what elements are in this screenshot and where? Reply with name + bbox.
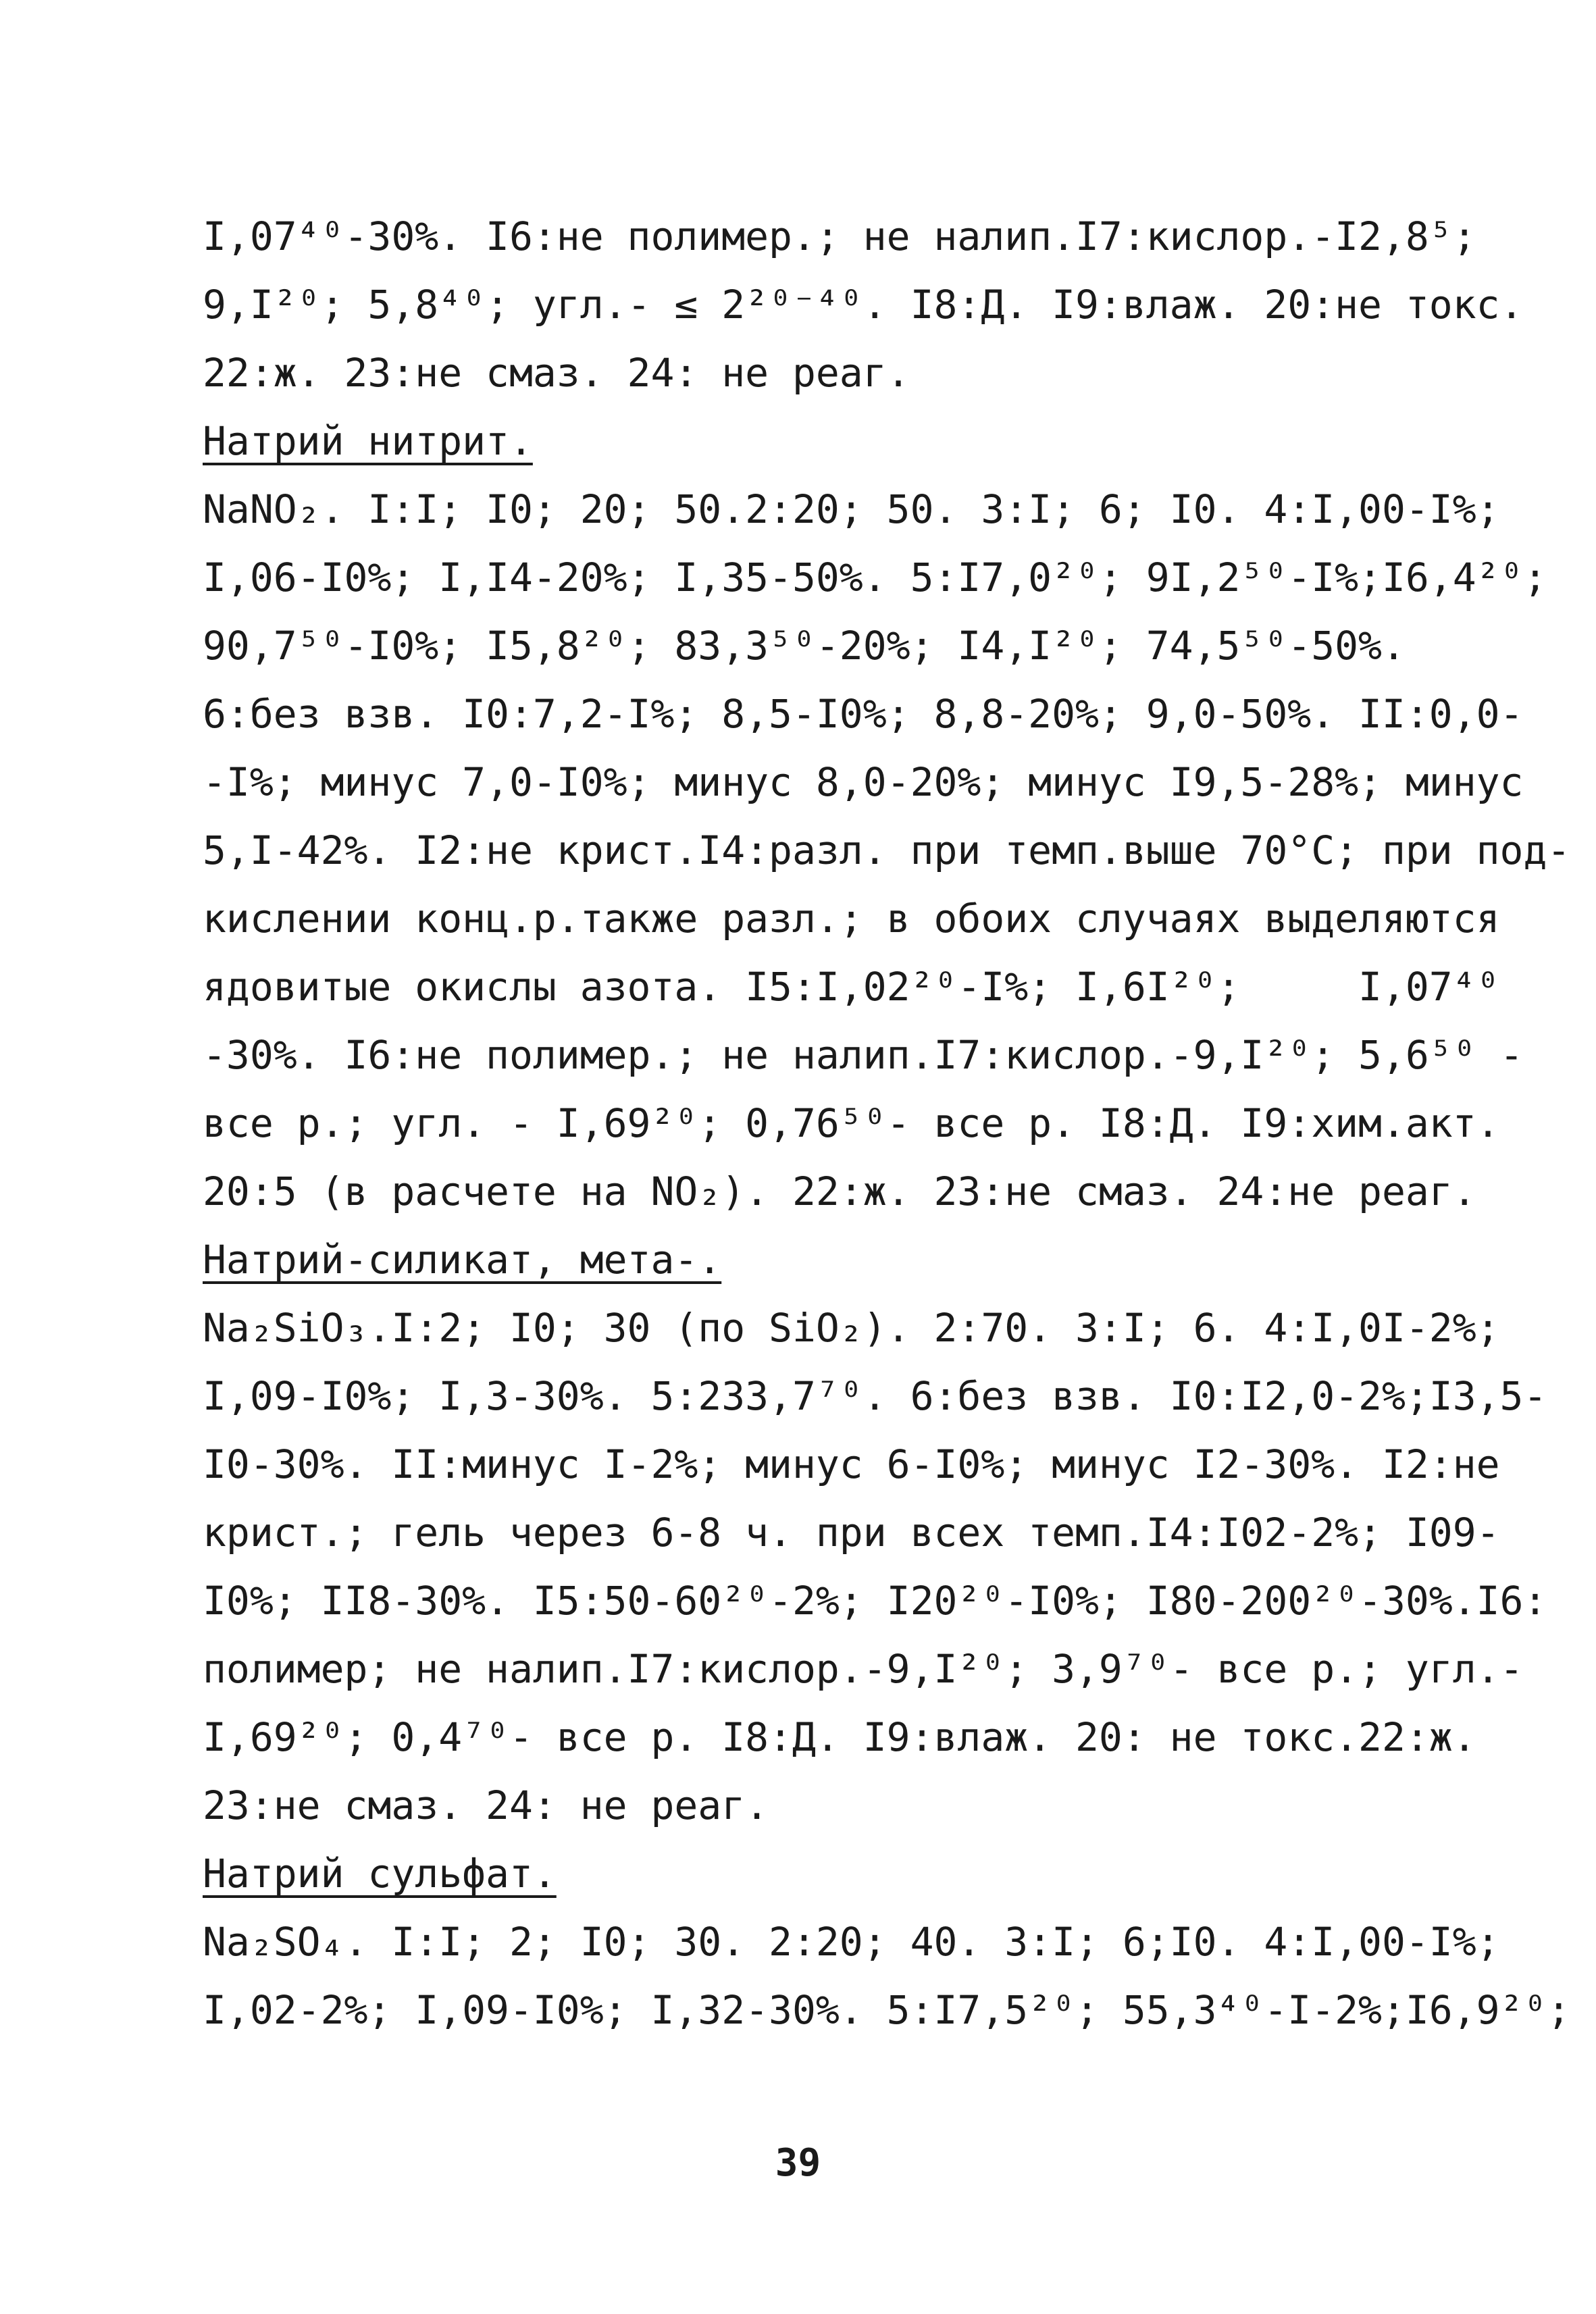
document-body bbox=[203, 203, 1571, 2045]
text-line: 23:не смаз. 24: не реаг. bbox=[203, 1782, 769, 1828]
text-line: кислении конц.р.также разл.; в обоих случаях выделяются bbox=[203, 896, 1500, 942]
text-line: Na₂SO₄. I:I; 2; I0; 30. 2:20; 40. 3:I; 6;I0. 4:I,00-I%; bbox=[203, 1919, 1500, 1965]
text-line: 9,I²⁰; 5,8⁴⁰; угл.- ≤ 2²⁰⁻⁴⁰. I8:Д. I9:влаж. 20:не токс. bbox=[203, 282, 1524, 328]
text-line: I,06-I0%; I,I4-20%; I,35-50%. 5:I7,0²⁰; 9I,2⁵⁰-I%;I6,4²⁰; bbox=[203, 555, 1547, 600]
text-line: Na₂SiO₃.I:2; I0; 30 (по SiO₂). 2:70. 3:I; 6. 4:I,0I-2%; bbox=[203, 1305, 1500, 1351]
text-line: 22:ж. 23:не смаз. 24: не реаг. bbox=[203, 350, 910, 396]
text-line: полимер; не налип.I7:кислор.-9,I²⁰; 3,9⁷⁰- все р.; угл.- bbox=[203, 1646, 1524, 1692]
text-line: 6:без взв. I0:7,2-I%; 8,5-I0%; 8,8-20%; 9,0-50%. II:0,0- bbox=[203, 691, 1524, 737]
text-line: I0-30%. II:минус I-2%; минус 6-I0%; минус I2-30%. I2:не bbox=[203, 1441, 1500, 1487]
text-line: -30%. I6:не полимер.; не налип.I7:кислор.-9,I²⁰; 5,6⁵⁰ - bbox=[203, 1032, 1524, 1078]
text-line: -I%; минус 7,0-I0%; минус 8,0-20%; минус I9,5-28%; минус bbox=[203, 759, 1524, 805]
text-line: все р.; угл. - I,69²⁰; 0,76⁵⁰- все р. I8:Д. I9:хим.акт. bbox=[203, 1100, 1500, 1146]
text-line: I,69²⁰; 0,4⁷⁰- все р. I8:Д. I9:влаж. 20: не токс.22:ж. bbox=[203, 1714, 1476, 1760]
text-line: крист.; гель через 6-8 ч. при всех темп.I4:I02-2%; I09- bbox=[203, 1510, 1500, 1555]
section-heading-sodium-metasilicate: Натрий-силикат, мета-. bbox=[203, 1237, 722, 1283]
text-line: I,02-2%; I,09-I0%; I,32-30%. 5:I7,5²⁰; 55,3⁴⁰-I-2%;I6,9²⁰; bbox=[203, 1987, 1571, 2033]
section-heading-sodium-nitrite: Натрий нитрит. bbox=[203, 418, 533, 464]
text-line: I,07⁴⁰-30%. I6:не полимер.; не налип.I7:кислор.-I2,8⁵; bbox=[203, 213, 1476, 259]
text-line: ядовитые окислы азота. I5:I,02²⁰-I%; I,6I²⁰; I,07⁴⁰ bbox=[203, 964, 1500, 1010]
section-heading-sodium-sulfate: Натрий сульфат. bbox=[203, 1851, 557, 1897]
text-line: NaNO₂. I:I; I0; 20; 50.2:20; 50. 3:I; 6; I0. 4:I,00-I%; bbox=[203, 486, 1500, 532]
text-line: I,09-I0%; I,3-30%. 5:233,7⁷⁰. 6:без взв. I0:I2,0-2%;I3,5- bbox=[203, 1373, 1547, 1419]
page-number: 39 bbox=[775, 2141, 821, 2185]
text-line: 20:5 (в расчете на NO₂). 22:ж. 23:не смаз. 24:не реаг. bbox=[203, 1168, 1476, 1214]
text-line: I0%; II8-30%. I5:50-60²⁰-2%; I20²⁰-I0%; I80-200²⁰-30%.I6: bbox=[203, 1578, 1547, 1624]
text-line: 90,7⁵⁰-I0%; I5,8²⁰; 83,3⁵⁰-20%; I4,I²⁰; 74,5⁵⁰-50%. bbox=[203, 623, 1406, 669]
text-line: 5,I-42%. I2:не крист.I4:разл. при темп.выше 70°С; при под- bbox=[203, 827, 1571, 873]
